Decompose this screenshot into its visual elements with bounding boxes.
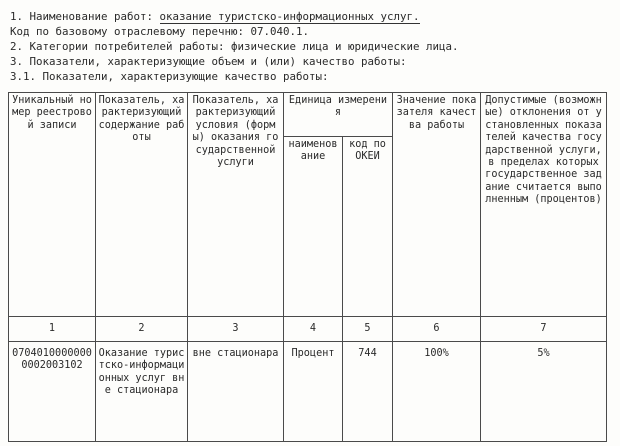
table-header-row [9, 93, 607, 137]
column-numbers-row [9, 317, 607, 342]
header-allowed-deviation: Допустимые (возможные) отклонения от установленных показателей качества государственной услуги, в пределах которых государственное задание считается выполненным (процентов) [481, 93, 607, 317]
document-header [10, 9, 610, 84]
cell-okei-code: 744 [343, 342, 393, 442]
column-number: 5 [343, 317, 393, 342]
header-service-conditions: Показатель, характеризующий условия (формы) оказания государственной услуги [188, 93, 284, 317]
header-unit: Единица измерения [284, 93, 393, 137]
cell-service-conditions: вне стационара [188, 342, 284, 442]
header-okei-code: код по ОКЕИ [343, 137, 393, 317]
column-number: 1 [9, 317, 96, 342]
cell-allowed-deviation: 5% [481, 342, 607, 442]
quality-indicators-line: 3.1. Показатели, характеризующие качество работы: [10, 70, 329, 83]
column-number: 2 [96, 317, 188, 342]
work-name-label: 1. Наименование работ: [10, 10, 160, 23]
base-code-line: Код по базовому отраслевому перечню: 07.040.1. [10, 25, 310, 38]
quality-indicators-table [8, 92, 607, 442]
cell-quality-value: 100% [393, 342, 481, 442]
column-number: 6 [393, 317, 481, 342]
cell-unit-name: Процент [284, 342, 343, 442]
header-work-content: Показатель, характеризующий содержание работы [96, 93, 188, 317]
consumer-categories-line: 2. Категории потребителей работы: физические лица и юридические лица. [10, 40, 459, 53]
header-registry-number: Уникальный номер реестровой записи [9, 93, 96, 317]
work-name-value: оказание туристско-информационных услуг. [159, 10, 420, 23]
cell-registry-number: 07040100000000002003102 [9, 342, 96, 442]
cell-work-content: Оказание туристско-информационных услуг вне стационара [96, 342, 188, 442]
table-row [9, 342, 607, 442]
header-unit-name: наименование [284, 137, 343, 317]
column-number: 7 [481, 317, 607, 342]
column-number: 4 [284, 317, 343, 342]
column-number: 3 [188, 317, 284, 342]
header-quality-value: Значение показателя качества работы [393, 93, 481, 317]
work-name-line [10, 9, 610, 24]
indicators-line: 3. Показатели, характеризующие объем и (или) качество работы: [10, 55, 407, 68]
